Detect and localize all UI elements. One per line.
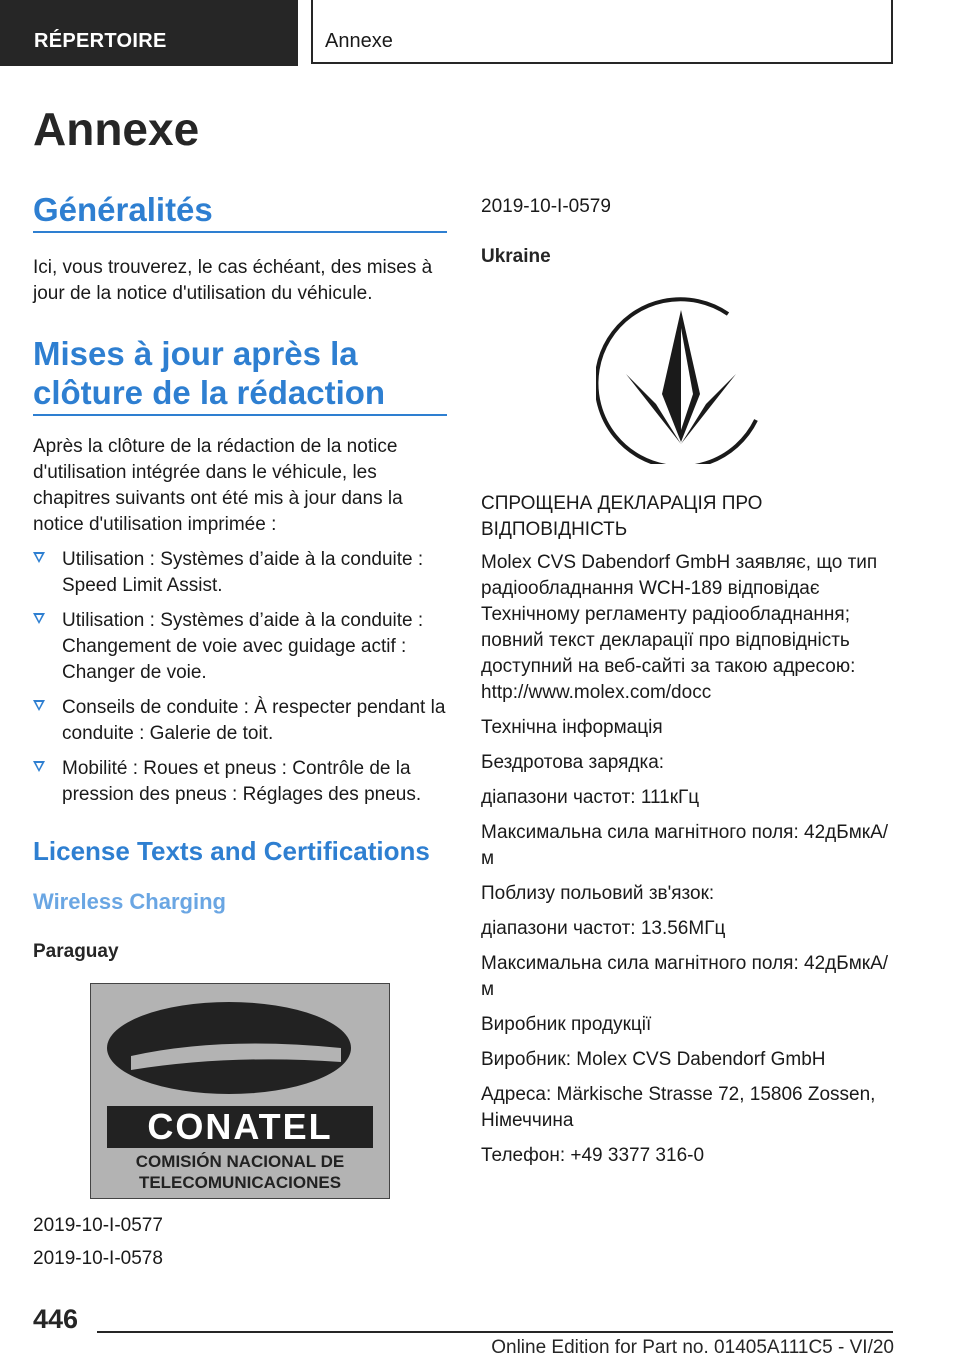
list-item: Utilisation : Systèmes d’aide à la conduite : Changement de voie avec guidage actif : Changer de voie. (33, 608, 447, 686)
magnetic-field-2: Максимальна сила магнітного поля: 42дБмкА/м (481, 953, 889, 1000)
bullet-triangle-icon (33, 552, 45, 563)
list-item: Conseils de conduite : À respecter pendant la conduite : Galerie de toit. (33, 695, 447, 747)
paraguay-code-1: 2019-10-I-0577 (33, 1215, 163, 1236)
header-section-tab[interactable] (0, 0, 298, 66)
ukraine-conformity-mark (596, 294, 766, 464)
license-heading: License Texts and Certifications (33, 836, 430, 866)
updates-list (33, 547, 447, 808)
manufacturer: Виробник: Molex CVS Dabendorf GmbH (481, 1049, 826, 1070)
bullet-triangle-icon (33, 613, 45, 624)
manufacturer-heading: Виробник продукції (481, 1014, 652, 1035)
declaration-text: Molex CVS Dabendorf GmbH заявляє, що тип радіообладнання WCH-189 відповідає Технічному регламенту радіообладнання; повний текст декларації про відповідність доступний на веб-сайті за такою адресою: http://www.molex.com/docc (481, 552, 878, 703)
conatel-line1: COMISIÓN NACIONAL DE (135, 1152, 345, 1171)
magnetic-field-1: Максимальна сила магнітного поля: 42дБмкА/м (481, 822, 889, 869)
frequency-range-1: діапазони частот: 111кГц (481, 787, 700, 808)
wireless-charging-heading: Wireless Charging (33, 889, 226, 914)
wireless-charging-ua: Бездротова зарядка: (481, 752, 665, 773)
footer-divider (97, 1331, 893, 1333)
left-column (33, 190, 447, 1272)
paraguay-heading: Paraguay (33, 941, 119, 962)
address: Адреса: Märkische Strasse 72, 15806 Zossen, Німеччина (481, 1084, 876, 1131)
ukraine-heading: Ukraine (481, 246, 551, 267)
updates-intro: Après la clôture de la rédaction de la notice d'utilisation intégrée dans le véhicule, les chapitres suivants ont été mis à jour dans la notice d'utilisation imprimée : (33, 436, 403, 535)
conatel-line2: TELECOMUNICACIONES (138, 1173, 342, 1192)
list-item: Utilisation : Systèmes d’aide à la conduite : Speed Limit Assist. (33, 547, 447, 599)
header-chapter-label: Annexe (325, 30, 393, 52)
conatel-name-band: CONATEL (107, 1106, 373, 1148)
ukraine-trident-icon (596, 294, 766, 464)
tech-info: Технічна інформація (481, 717, 663, 738)
updates-heading: Mises à jour après la clôture de la rédaction (33, 334, 447, 416)
ukraine-code: 2019-10-I-0579 (481, 196, 611, 217)
frequency-range-2: діапазони частот: 13.56МГц (481, 918, 726, 939)
phone: Телефон: +49 3377 316-0 (481, 1145, 705, 1166)
declaration-title: СПРОЩЕНА ДЕКЛАРАЦІЯ ПРО ВІДПОВІДНІСТЬ (481, 493, 763, 540)
page-title: Annexe (33, 103, 200, 155)
page-number: 446 (33, 1304, 79, 1334)
header-section-label: RÉPERTOIRE (34, 30, 167, 52)
bullet-triangle-icon (33, 700, 45, 711)
conatel-logo (90, 983, 390, 1199)
generalites-text: Ici, vous trouverez, le cas échéant, des mises à jour de la notice d'utilisation du véhicule. (33, 257, 433, 304)
near-field: Поблизу польовий зв'язок: (481, 883, 715, 904)
paraguay-code-2: 2019-10-I-0578 (33, 1248, 163, 1269)
bullet-triangle-icon (33, 761, 45, 772)
generalites-heading: Généralités (33, 190, 447, 233)
footer-edition: Online Edition for Part no. 01405A111C5 - VI/20 (491, 1337, 894, 1358)
right-column (481, 190, 901, 1169)
list-item: Mobilité : Roues et pneus : Contrôle de la pression des pneus : Réglages des pneus. (33, 756, 447, 808)
header-chapter-tab[interactable] (311, 0, 893, 64)
